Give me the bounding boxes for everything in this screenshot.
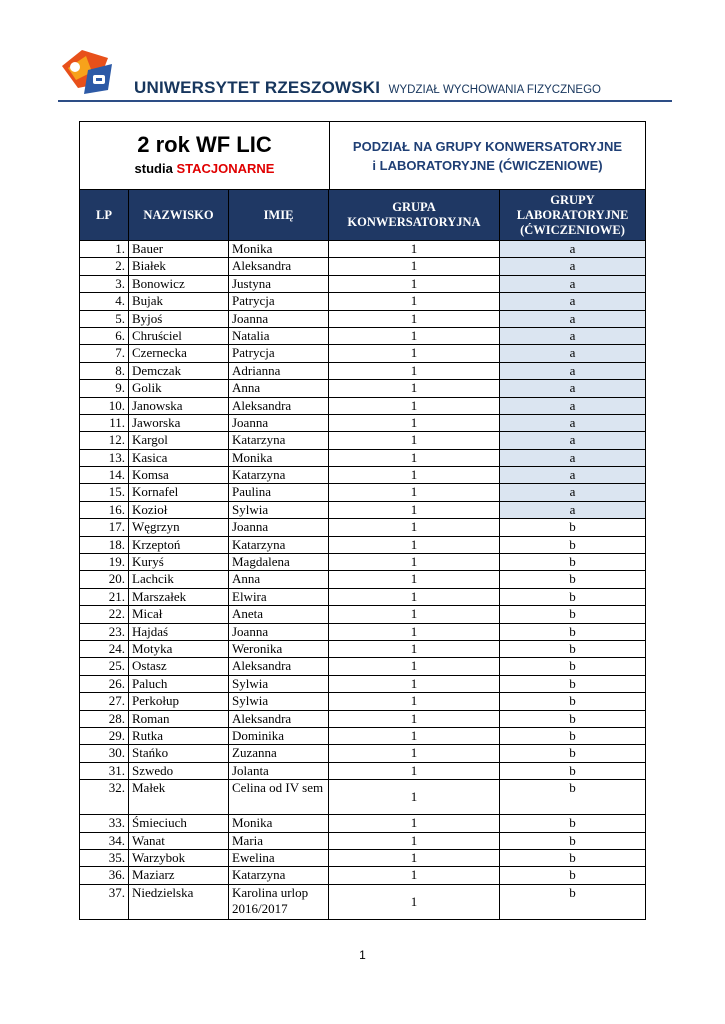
row-surname: Hajdaś [129,623,229,640]
table-row [80,710,646,727]
row-lp: 10. [80,397,129,414]
header-conv-line-1: GRUPA [392,200,436,214]
table-header-row [80,190,646,241]
row-lp: 28. [80,710,129,727]
row-surname: Maziarz [129,867,229,884]
row-lp: 12. [80,432,129,449]
row-lab-group: b [500,849,646,866]
table-row [80,849,646,866]
row-surname: Janowska [129,397,229,414]
row-conversation-group: 1 [329,762,500,779]
row-surname: Stańko [129,745,229,762]
row-name: Joanna [229,623,329,640]
row-conversation-group: 1 [329,658,500,675]
row-surname: Krzeptoń [129,536,229,553]
row-conversation-group: 1 [329,449,500,466]
header-name: IMIĘ [229,190,329,241]
header-divider [58,100,672,102]
table-row [80,432,646,449]
row-lp: 18. [80,536,129,553]
row-lp: 27. [80,693,129,710]
table-row [80,554,646,571]
table-row [80,519,646,536]
row-lab-group: b [500,762,646,779]
row-surname: Kargol [129,432,229,449]
table-row [80,241,646,258]
row-name: Monika [229,449,329,466]
table-row [80,867,646,884]
row-conversation-group: 1 [329,640,500,657]
row-surname: Lachcik [129,571,229,588]
row-lab-group: b [500,640,646,657]
row-surname: Małek [129,780,229,815]
row-lab-group: b [500,710,646,727]
row-conversation-group: 1 [329,606,500,623]
page-number: 1 [359,948,366,962]
row-lp: 25. [80,658,129,675]
division-line-2: i LABORATORYJNE (ĆWICZENIOWE) [372,158,603,173]
row-lp: 5. [80,310,129,327]
row-surname: Perkołup [129,693,229,710]
table-row [80,884,646,919]
table-row [80,640,646,657]
study-mode-value: STACJONARNE [176,161,275,176]
row-conversation-group: 1 [329,362,500,379]
row-conversation-group: 1 [329,241,500,258]
row-conversation-group: 1 [329,554,500,571]
row-lab-group: b [500,623,646,640]
row-name: Maria [229,832,329,849]
header-lab-group [500,190,646,241]
study-mode-prefix: studia [134,161,173,176]
row-lp: 29. [80,727,129,744]
row-name: Weronika [229,640,329,657]
row-surname: Marszałek [129,588,229,605]
row-lab-group: a [500,397,646,414]
header-lab-line-2: LABORATORYJNE [516,207,629,222]
row-name: Adrianna [229,362,329,379]
row-conversation-group: 1 [329,571,500,588]
row-name: Katarzyna [229,467,329,484]
row-lab-group: b [500,832,646,849]
table-row [80,536,646,553]
table-row [80,762,646,779]
row-lp: 14. [80,467,129,484]
row-lp: 32. [80,780,129,815]
row-name: Joanna [229,519,329,536]
row-name: Celina od IV sem [229,780,329,815]
row-conversation-group: 1 [329,345,500,362]
row-lab-group: b [500,815,646,832]
row-lab-group: a [500,501,646,518]
table-row [80,327,646,344]
faculty-name: WYDZIAŁ WYCHOWANIA FIZYCZNEGO [388,84,601,96]
row-conversation-group: 1 [329,484,500,501]
row-conversation-group: 1 [329,815,500,832]
row-conversation-group: 1 [329,675,500,692]
row-conversation-group: 1 [329,519,500,536]
row-lp: 21. [80,588,129,605]
row-surname: Bauer [129,241,229,258]
row-lab-group: a [500,449,646,466]
row-conversation-group: 1 [329,832,500,849]
table-row [80,588,646,605]
row-conversation-group: 1 [329,623,500,640]
row-name: Ewelina [229,849,329,866]
row-name: Paulina [229,484,329,501]
info-box [79,121,646,190]
table-row [80,345,646,362]
row-name: Sylwia [229,693,329,710]
row-conversation-group: 1 [329,432,500,449]
row-conversation-group: 1 [329,780,500,815]
row-surname: Wanat [129,832,229,849]
course-info [80,122,330,189]
row-conversation-group: 1 [329,327,500,344]
row-lab-group: a [500,241,646,258]
header-lab-line-1: GRUPY [550,192,595,207]
university-name: UNIWERSYTET RZESZOWSKI [134,78,381,97]
row-conversation-group: 1 [329,710,500,727]
row-name: Aleksandra [229,658,329,675]
row-conversation-group: 1 [329,258,500,275]
row-lp: 6. [80,327,129,344]
row-name: Aleksandra [229,397,329,414]
table-row [80,832,646,849]
table-row [80,275,646,292]
row-name: Aneta [229,606,329,623]
row-surname: Śmieciuch [129,815,229,832]
row-conversation-group: 1 [329,275,500,292]
table-row [80,449,646,466]
row-lab-group: a [500,293,646,310]
row-lp: 26. [80,675,129,692]
course-title: 2 rok WF LIC [137,132,272,157]
row-lab-group: b [500,693,646,710]
row-lab-group: a [500,467,646,484]
division-line-1: PODZIAŁ NA GRUPY KONWERSATORYJNE [352,139,623,154]
table-body [80,241,646,920]
study-mode [80,161,329,176]
row-name: Sylwia [229,675,329,692]
row-name: Zuzanna [229,745,329,762]
row-lp: 13. [80,449,129,466]
table-row [80,380,646,397]
row-lp: 23. [80,623,129,640]
row-lp: 17. [80,519,129,536]
row-lab-group: b [500,867,646,884]
table-row [80,815,646,832]
row-surname: Paluch [129,675,229,692]
row-lab-group: b [500,658,646,675]
row-lp: 16. [80,501,129,518]
row-name: Joanna [229,310,329,327]
row-lp: 20. [80,571,129,588]
row-surname: Demczak [129,362,229,379]
table-row [80,727,646,744]
row-name: Jolanta [229,762,329,779]
row-lp: 36. [80,867,129,884]
row-name: Natalia [229,327,329,344]
row-surname: Szwedo [129,762,229,779]
row-lab-group: a [500,258,646,275]
row-lp: 9. [80,380,129,397]
row-lp: 31. [80,762,129,779]
row-lab-group: b [500,519,646,536]
table-row [80,414,646,431]
row-surname: Bujak [129,293,229,310]
row-lab-group: b [500,745,646,762]
table-row [80,675,646,692]
table-row [80,693,646,710]
row-lab-group: a [500,327,646,344]
row-surname: Węgrzyn [129,519,229,536]
row-lab-group: b [500,571,646,588]
row-lab-group: a [500,362,646,379]
row-surname: Kornafel [129,484,229,501]
table-row [80,606,646,623]
table-row [80,362,646,379]
row-lab-group: b [500,588,646,605]
header-lp: LP [80,190,129,241]
row-surname: Chruściel [129,327,229,344]
row-lp: 37. [80,884,129,919]
row-name: Anna [229,380,329,397]
row-lp: 19. [80,554,129,571]
row-name: Aleksandra [229,258,329,275]
row-surname: Warzybok [129,849,229,866]
row-name: Patrycja [229,293,329,310]
row-surname: Czernecka [129,345,229,362]
row-name: Katarzyna [229,432,329,449]
row-lab-group: a [500,380,646,397]
row-name: Karolina urlop 2016/2017 [229,884,329,919]
row-name: Elwira [229,588,329,605]
university-header [134,78,601,98]
table-row [80,745,646,762]
row-lp: 22. [80,606,129,623]
row-conversation-group: 1 [329,397,500,414]
row-lp: 7. [80,345,129,362]
table-row [80,484,646,501]
row-lp: 34. [80,832,129,849]
row-name: Magdalena [229,554,329,571]
row-name: Katarzyna [229,867,329,884]
row-surname: Kasica [129,449,229,466]
row-name: Aleksandra [229,710,329,727]
row-lp: 1. [80,241,129,258]
row-lab-group: b [500,554,646,571]
row-surname: Motyka [129,640,229,657]
row-lp: 24. [80,640,129,657]
row-name: Anna [229,571,329,588]
row-conversation-group: 1 [329,414,500,431]
table-row [80,501,646,518]
row-surname: Bonowicz [129,275,229,292]
row-surname: Jaworska [129,414,229,431]
row-surname: Kuryś [129,554,229,571]
row-lab-group: a [500,275,646,292]
row-name: Joanna [229,414,329,431]
row-name: Monika [229,815,329,832]
student-table [79,189,646,920]
row-name: Justyna [229,275,329,292]
row-lp: 3. [80,275,129,292]
row-conversation-group: 1 [329,884,500,919]
row-surname: Kozioł [129,501,229,518]
row-lab-group: a [500,484,646,501]
row-lab-group: a [500,414,646,431]
row-name: Sylwia [229,501,329,518]
table-row [80,258,646,275]
row-lab-group: b [500,536,646,553]
row-surname: Niedzielska [129,884,229,919]
row-lab-group: b [500,780,646,815]
row-lab-group: a [500,310,646,327]
header-conversation-group [329,190,500,241]
table-row [80,780,646,815]
table-row [80,623,646,640]
row-conversation-group: 1 [329,467,500,484]
row-conversation-group: 1 [329,849,500,866]
table-row [80,310,646,327]
table-row [80,658,646,675]
row-conversation-group: 1 [329,501,500,518]
division-info [330,122,645,189]
table-row [80,571,646,588]
row-lab-group: a [500,345,646,362]
row-lp: 4. [80,293,129,310]
row-surname: Rutka [129,727,229,744]
row-lp: 15. [80,484,129,501]
row-name: Monika [229,241,329,258]
row-lp: 35. [80,849,129,866]
row-lp: 30. [80,745,129,762]
university-logo [58,44,116,102]
table-row [80,397,646,414]
row-conversation-group: 1 [329,693,500,710]
row-surname: Golik [129,380,229,397]
row-surname: Komsa [129,467,229,484]
table-row [80,467,646,484]
row-surname: Byjoś [129,310,229,327]
row-surname: Micał [129,606,229,623]
row-lab-group: b [500,606,646,623]
row-surname: Białek [129,258,229,275]
row-conversation-group: 1 [329,380,500,397]
row-conversation-group: 1 [329,867,500,884]
row-conversation-group: 1 [329,310,500,327]
row-conversation-group: 1 [329,536,500,553]
header-lab-line-3: (ĆWICZENIOWE) [520,222,625,237]
row-lab-group: b [500,884,646,919]
row-surname: Roman [129,710,229,727]
row-lp: 2. [80,258,129,275]
row-conversation-group: 1 [329,745,500,762]
row-conversation-group: 1 [329,727,500,744]
table-row [80,293,646,310]
row-lp: 11. [80,414,129,431]
row-lp: 33. [80,815,129,832]
row-lp: 8. [80,362,129,379]
row-name: Katarzyna [229,536,329,553]
row-lab-group: b [500,727,646,744]
row-conversation-group: 1 [329,588,500,605]
row-lab-group: a [500,432,646,449]
row-name: Patrycja [229,345,329,362]
row-name: Dominika [229,727,329,744]
row-lab-group: b [500,675,646,692]
header-surname: NAZWISKO [129,190,229,241]
header-conv-line-2: KONWERSATORYJNA [347,215,481,229]
row-conversation-group: 1 [329,293,500,310]
row-surname: Ostasz [129,658,229,675]
